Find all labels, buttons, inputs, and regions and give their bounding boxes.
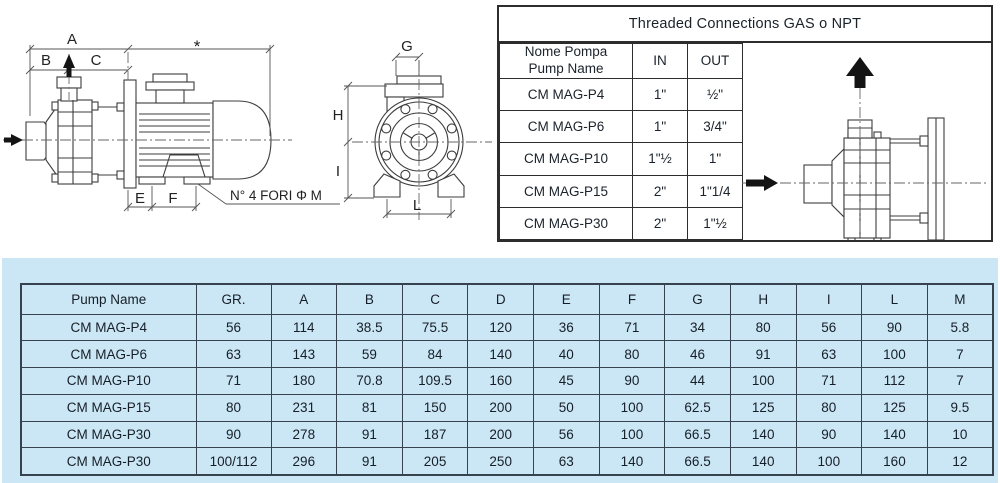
table-cell: 112 bbox=[862, 368, 928, 395]
table-cell: 63 bbox=[196, 341, 271, 368]
dim-label-l: L bbox=[412, 197, 422, 214]
table-cell: 187 bbox=[402, 421, 468, 448]
table-cell: 56 bbox=[796, 314, 862, 341]
table-cell: 100 bbox=[730, 368, 796, 395]
table-cell: CM MAG-P30 bbox=[500, 207, 633, 239]
table-cell: 205 bbox=[402, 448, 468, 475]
column-header: H bbox=[730, 284, 796, 314]
holes-note: N° 4 FORI Φ M bbox=[230, 188, 322, 203]
table-cell: 90 bbox=[196, 421, 271, 448]
dim-label-h: H bbox=[332, 107, 344, 124]
table-cell: 75.5 bbox=[402, 314, 468, 341]
table-cell: 5.8 bbox=[927, 314, 993, 341]
threaded-connections-box bbox=[497, 5, 993, 242]
table-cell: 50 bbox=[534, 394, 600, 421]
table-cell: 3/4" bbox=[688, 111, 743, 143]
table-cell: 125 bbox=[730, 394, 796, 421]
table-cell: CM MAG-P10 bbox=[500, 143, 633, 175]
table-cell: 66.5 bbox=[665, 448, 731, 475]
table-cell: CM MAG-P15 bbox=[21, 394, 196, 421]
column-header: B bbox=[337, 284, 403, 314]
table-row bbox=[500, 78, 743, 110]
table-cell: 143 bbox=[271, 341, 337, 368]
table-cell: 7 bbox=[927, 341, 993, 368]
table-cell: 91 bbox=[337, 448, 403, 475]
table-cell: 84 bbox=[402, 341, 468, 368]
column-header-name-it: Nome Pompa bbox=[524, 44, 608, 59]
table-cell: 100 bbox=[599, 421, 665, 448]
table-cell: 1" bbox=[633, 78, 688, 110]
threaded-connections-table bbox=[499, 43, 743, 240]
table-cell: 250 bbox=[468, 448, 534, 475]
table-cell: 71 bbox=[796, 368, 862, 395]
table-cell: 70.8 bbox=[337, 368, 403, 395]
table-cell: 140 bbox=[730, 421, 796, 448]
table-cell: CM MAG-P4 bbox=[500, 78, 633, 110]
table-cell: 40 bbox=[534, 341, 600, 368]
table-cell: 56 bbox=[534, 421, 600, 448]
dim-label-i: I bbox=[335, 163, 341, 180]
table-cell: 91 bbox=[337, 421, 403, 448]
column-header: L bbox=[862, 284, 928, 314]
table-cell: CM MAG-P6 bbox=[500, 111, 633, 143]
table-cell: 140 bbox=[468, 341, 534, 368]
column-header: Pump Name bbox=[21, 284, 196, 314]
table-cell: CM MAG-P6 bbox=[21, 341, 196, 368]
table-cell: 278 bbox=[271, 421, 337, 448]
dim-label-c: C bbox=[90, 52, 102, 69]
dim-label-star: * bbox=[193, 37, 201, 56]
table-cell: 10 bbox=[927, 421, 993, 448]
table-cell: 44 bbox=[665, 368, 731, 395]
dim-label-b: B bbox=[40, 52, 52, 69]
table-cell: 12 bbox=[927, 448, 993, 475]
table-cell: 109.5 bbox=[402, 368, 468, 395]
table-cell: 1" bbox=[633, 111, 688, 143]
table-row bbox=[500, 207, 743, 239]
table-row bbox=[21, 341, 993, 368]
column-header: GR. bbox=[196, 284, 271, 314]
table-cell: 1" bbox=[688, 143, 743, 175]
table-cell: 160 bbox=[468, 368, 534, 395]
pump-dimension-drawings bbox=[0, 0, 497, 258]
column-header: I bbox=[796, 284, 862, 314]
dim-label-g: G bbox=[401, 38, 413, 55]
dim-label-e: E bbox=[134, 190, 146, 207]
table-cell: 1"1/4 bbox=[688, 175, 743, 207]
table-header-row bbox=[500, 44, 743, 79]
table-cell: 81 bbox=[337, 394, 403, 421]
table-cell: 9.5 bbox=[927, 394, 993, 421]
table-cell: 200 bbox=[468, 421, 534, 448]
table-row bbox=[500, 175, 743, 207]
table-cell: 296 bbox=[271, 448, 337, 475]
table-cell: 150 bbox=[402, 394, 468, 421]
table-cell: 71 bbox=[196, 368, 271, 395]
table-cell: 62.5 bbox=[665, 394, 731, 421]
column-header: D bbox=[468, 284, 534, 314]
table-cell: 120 bbox=[468, 314, 534, 341]
table-cell: 80 bbox=[599, 341, 665, 368]
table-cell: 100/112 bbox=[196, 448, 271, 475]
table-cell: 100 bbox=[599, 394, 665, 421]
table-cell: 100 bbox=[862, 341, 928, 368]
outlet-up-arrow-icon bbox=[846, 57, 874, 88]
table-cell: 80 bbox=[730, 314, 796, 341]
column-header: F bbox=[599, 284, 665, 314]
table-cell: 63 bbox=[796, 341, 862, 368]
side-view-pump-outline bbox=[26, 74, 271, 188]
table-cell: 63 bbox=[534, 448, 600, 475]
table-row bbox=[21, 448, 993, 475]
table-cell: 80 bbox=[196, 394, 271, 421]
table-header-row bbox=[21, 284, 993, 314]
table-cell: 45 bbox=[534, 368, 600, 395]
table-row bbox=[21, 368, 993, 395]
table-cell: CM MAG-P30 bbox=[21, 448, 196, 475]
table-cell: 80 bbox=[796, 394, 862, 421]
table-cell: 91 bbox=[730, 341, 796, 368]
table-row bbox=[21, 314, 993, 341]
dim-label-a: A bbox=[66, 31, 78, 48]
dim-label-f: F bbox=[168, 190, 178, 207]
table-cell: 231 bbox=[271, 394, 337, 421]
table-cell: 2" bbox=[633, 175, 688, 207]
table-cell: 1"½ bbox=[688, 207, 743, 239]
inlet-right-arrow-icon bbox=[746, 175, 778, 191]
table-cell: CM MAG-P30 bbox=[21, 421, 196, 448]
table-cell: 46 bbox=[665, 341, 731, 368]
table-cell: 56 bbox=[196, 314, 271, 341]
column-header: C bbox=[402, 284, 468, 314]
table-cell: 34 bbox=[665, 314, 731, 341]
table-row bbox=[500, 143, 743, 175]
table-cell: 36 bbox=[534, 314, 600, 341]
table-cell: 38.5 bbox=[337, 314, 403, 341]
column-header: E bbox=[534, 284, 600, 314]
table-row bbox=[21, 394, 993, 421]
column-header: G bbox=[665, 284, 731, 314]
table-row bbox=[500, 111, 743, 143]
column-header: M bbox=[927, 284, 993, 314]
inlet-right-arrow-icon bbox=[4, 134, 23, 146]
threaded-connections-body bbox=[499, 43, 991, 240]
column-header-in: IN bbox=[633, 44, 688, 79]
pump-head-flow-drawing bbox=[740, 43, 991, 240]
table-cell: 1"½ bbox=[633, 143, 688, 175]
table-cell: CM MAG-P4 bbox=[21, 314, 196, 341]
table-cell: 59 bbox=[337, 341, 403, 368]
column-header-pump-name bbox=[500, 44, 633, 79]
table-cell: 114 bbox=[271, 314, 337, 341]
table-cell: 125 bbox=[862, 394, 928, 421]
column-header-out: OUT bbox=[688, 44, 743, 79]
table-cell: 180 bbox=[271, 368, 337, 395]
table-cell: 90 bbox=[862, 314, 928, 341]
dimensions-panel bbox=[2, 258, 998, 483]
column-header: A bbox=[271, 284, 337, 314]
threaded-connections-title: Threaded Connections GAS o NPT bbox=[499, 7, 991, 43]
pump-head-outline bbox=[804, 118, 944, 240]
table-cell: ½" bbox=[688, 78, 743, 110]
table-cell: CM MAG-P15 bbox=[500, 175, 633, 207]
table-cell: 7 bbox=[927, 368, 993, 395]
table-cell: 200 bbox=[468, 394, 534, 421]
table-cell: 90 bbox=[599, 368, 665, 395]
table-cell: 71 bbox=[599, 314, 665, 341]
table-cell: 140 bbox=[862, 421, 928, 448]
dimensions-table bbox=[20, 283, 994, 476]
table-cell: 90 bbox=[796, 421, 862, 448]
table-row bbox=[21, 421, 993, 448]
table-cell: 2" bbox=[633, 207, 688, 239]
table-cell: 160 bbox=[862, 448, 928, 475]
table-cell: 140 bbox=[730, 448, 796, 475]
column-header-name-en: Pump Name bbox=[528, 60, 604, 76]
table-cell: 140 bbox=[599, 448, 665, 475]
table-cell: CM MAG-P10 bbox=[21, 368, 196, 395]
table-cell: 100 bbox=[796, 448, 862, 475]
table-cell: 66.5 bbox=[665, 421, 731, 448]
